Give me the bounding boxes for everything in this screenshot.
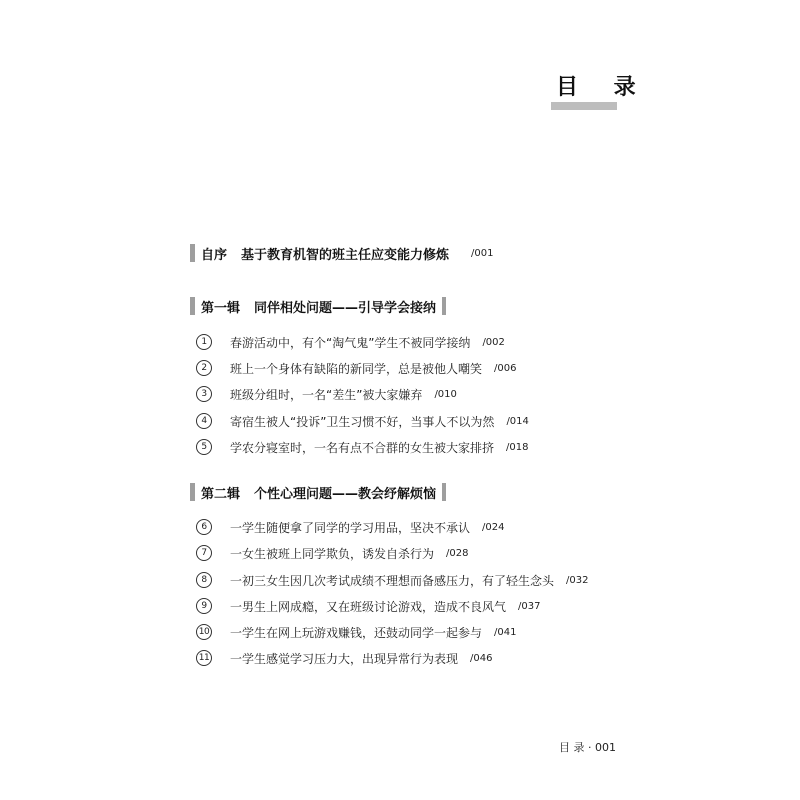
entry-number: 4 (196, 413, 212, 429)
toc-entry[interactable] (196, 622, 516, 642)
entry-title: 一学生在网上玩游戏赚钱，还鼓动同学一起参与 (230, 625, 483, 640)
entry-number: 1 (196, 334, 212, 350)
section-title: 个性心理问题——教会纾解烦恼 (254, 486, 437, 502)
entry-page-ref: /014 (506, 415, 529, 427)
entry-title: 班上一个身体有缺陷的新同学，总是被他人嘲笑 (230, 361, 483, 376)
page-title: 目 录 (556, 74, 650, 100)
entry-page-ref: /037 (518, 600, 541, 612)
entry-page-ref: /041 (494, 626, 517, 638)
preface-label: 自序 (201, 247, 228, 263)
toc-entry[interactable] (196, 648, 492, 668)
section-marker-bar (190, 297, 195, 315)
preface-title: 基于教育机智的班主任应变能力修炼 (241, 247, 450, 263)
section-marker-bar (190, 244, 195, 262)
section-end-bar (442, 297, 446, 315)
entry-number: 10 (196, 624, 212, 640)
section-marker-bar (190, 483, 195, 501)
toc-entry[interactable] (196, 384, 457, 404)
entry-number: 6 (196, 519, 212, 535)
entry-title: 一学生随便拿了同学的学习用品，坚决不承认 (230, 520, 471, 535)
toc-entry[interactable] (196, 411, 529, 431)
preface-heading[interactable] (190, 243, 494, 263)
section-heading-1[interactable] (190, 296, 446, 316)
section-title: 同伴相处问题——引导学会接纳 (254, 300, 437, 316)
entry-page-ref: /002 (482, 336, 505, 348)
section-label: 第二辑 (201, 486, 241, 502)
entry-title: 春游活动中，有个“淘气鬼”学生不被同学接纳 (230, 335, 471, 350)
entry-page-ref: /018 (506, 441, 529, 453)
toc-entry[interactable] (196, 596, 540, 616)
entry-title: 一学生感觉学习压力大，出现异常行为表现 (230, 651, 459, 666)
entry-page-ref: /006 (494, 362, 517, 374)
entry-page-ref: /010 (434, 388, 457, 400)
entry-title: 寄宿生被人“投诉”卫生习惯不好，当事人不以为然 (230, 414, 495, 429)
toc-entry[interactable] (196, 543, 468, 563)
preface-page-ref: /001 (471, 247, 494, 259)
entry-title: 一男生上网成瘾，又在班级讨论游戏，造成不良风气 (230, 599, 507, 614)
entry-page-ref: /028 (446, 547, 469, 559)
entry-page-ref: /046 (470, 652, 493, 664)
entry-number: 9 (196, 598, 212, 614)
toc-entry[interactable] (196, 570, 588, 590)
toc-entry[interactable] (196, 437, 528, 457)
section-heading-2[interactable] (190, 482, 446, 502)
entry-title: 一初三女生因几次考试成绩不理想而备感压力，有了轻生念头 (230, 573, 555, 588)
entry-number: 11 (196, 650, 212, 666)
entry-page-ref: /032 (566, 574, 589, 586)
toc-entry[interactable] (196, 517, 504, 537)
entry-title: 一女生被班上同学欺负，诱发自杀行为 (230, 546, 435, 561)
entry-number: 8 (196, 572, 212, 588)
entry-page-ref: /024 (482, 521, 505, 533)
entry-title: 学农分寝室时，一名有点不合群的女生被大家排挤 (230, 440, 495, 455)
entry-number: 2 (196, 360, 212, 376)
section-end-bar (442, 483, 446, 501)
page-footer: 目 录 · 001 (559, 741, 616, 754)
toc-entry[interactable] (196, 358, 516, 378)
entry-number: 7 (196, 545, 212, 561)
toc-entry[interactable] (196, 332, 505, 352)
entry-title: 班级分组时，一名“差生”被大家嫌弃 (230, 387, 423, 402)
entry-number: 3 (196, 386, 212, 402)
section-label: 第一辑 (201, 300, 241, 316)
entry-number: 5 (196, 439, 212, 455)
